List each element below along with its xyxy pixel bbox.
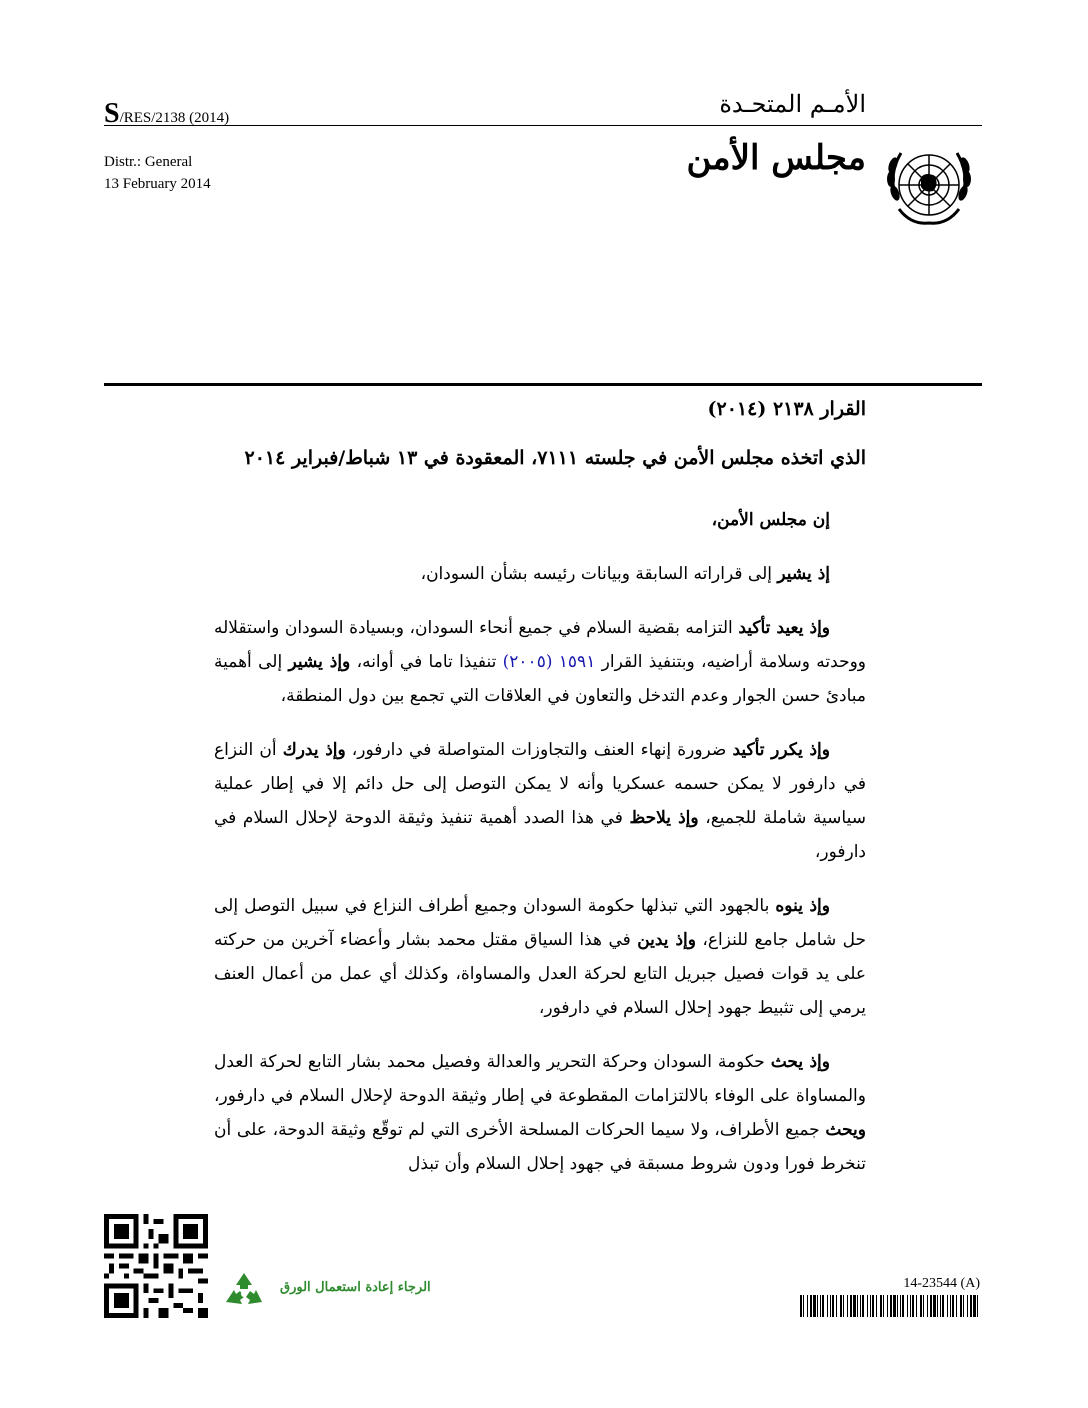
resolution-subtitle: الذي اتخذه مجلس الأمن في جلسته ٧١١١، المعقودة في ١٣ شباط/فبراير ٢٠١٤	[244, 447, 866, 469]
document-date: 13 February 2014	[104, 176, 211, 192]
symbol-prefix: S	[104, 98, 120, 129]
paragraph-6	[214, 1045, 866, 1181]
resolution-title: القرار ٢١٣٨ (٢٠١٤)	[707, 398, 866, 420]
keyword: وإذ يكرر تأكيد	[732, 740, 830, 760]
paragraph-1	[214, 503, 866, 537]
keyword: وإذ يشير	[288, 652, 351, 672]
paragraph-4	[214, 733, 866, 869]
paragraph-text: في هذا الصدد أهمية تنفيذ وثيقة الدوحة لإحلال السلام في دارفور،	[214, 808, 866, 862]
recycle-notice: الرجاء إعادة استعمال الورق	[280, 1280, 431, 1295]
paragraph-2	[214, 557, 866, 591]
resolution-reference-link[interactable]: ١٥٩١ (٢٠٠٥)	[502, 652, 596, 672]
keyword: إذ يشير	[777, 564, 830, 584]
keyword: وإذ يعيد تأكيد	[738, 618, 831, 638]
section-rule	[104, 383, 982, 386]
paragraph-text: تنفيذا تاما في أوانه،	[350, 652, 503, 672]
paragraph-text: التزامه بقضية السلام في جميع أنحاء السودان، وبسيادة السودان واستقلاله ووحدته وسلامة أراضيه، وبتنفيذ القرار	[214, 618, 866, 672]
council-name: مجلس الأمن	[686, 138, 866, 178]
qr-code-icon	[104, 1214, 208, 1318]
un-emblem-icon	[877, 135, 981, 239]
symbol-rest: /RES/2138 (2014)	[119, 110, 230, 126]
resolution-body	[214, 503, 866, 1201]
keyword: ويحث	[825, 1120, 866, 1140]
keyword: وإذ يدين	[637, 930, 696, 950]
paragraph-3	[214, 611, 866, 713]
organization-name: الأمـم المتحـدة	[719, 90, 866, 118]
paragraph-text: بالجهود التي تبذلها حكومة السودان وجميع أطراف النزاع في سبيل التوصل إلى حل شامل جامع للنزاع،	[214, 896, 867, 950]
paragraph-text: ضرورة إنهاء العنف والتجاوزات المتواصلة في دارفور،	[345, 740, 733, 760]
distribution: Distr.: General	[104, 154, 193, 170]
header-rule	[104, 125, 982, 126]
paragraph-1-text: إن مجلس الأمن،	[711, 510, 830, 530]
keyword: وإذ ينوه	[775, 896, 830, 916]
paragraph-text: جميع الأطراف، ولا سيما الحركات المسلحة الأخرى التي لم توقّع وثيقة الدوحة، على أن تنخرط فورا ودون شروط مسبقة في جهود إحلال السلام وأن تبذل	[214, 1120, 866, 1174]
keyword: وإذ يلاحظ	[629, 808, 699, 828]
paragraph-text: أن النزاع في دارفور لا يمكن حسمه عسكريا وأنه لا يمكن التوصل إلى حل دائم إلا في إطار عملية سياسية شاملة للجميع،	[214, 740, 866, 828]
paragraph-text: إلى قراراته السابقة وبيانات رئيسه بشأن السودان،	[420, 564, 778, 584]
paragraph-text: في هذا السياق مقتل محمد بشار وأعضاء آخرين من حركته على يد قوات فصيل جبريل التابع لحركة العدل والمساواة، وكذلك أي عمل من أعمال العنف يرمي إلى تثبيط جهود إحلال السلام في دارفور،	[214, 930, 866, 1018]
recycle-icon	[222, 1270, 266, 1314]
paragraph-text: حكومة السودان وحركة التحرير والعدالة وفصيل محمد بشار التابع لحركة العدل والمساواة على الوفاء بالالتزامات المقطوعة في إطار وثيقة الدوحة لإحلال السلام في دارفور،	[214, 1052, 866, 1106]
keyword: وإذ يحث	[770, 1052, 830, 1072]
distribution-block	[104, 151, 211, 195]
document-number: 14-23544 (A)	[903, 1276, 980, 1291]
barcode-icon	[800, 1295, 982, 1317]
paragraph-5	[214, 889, 866, 1025]
keyword: وإذ يدرك	[282, 740, 346, 760]
paragraph-text: إلى أهمية مبادئ حسن الجوار وعدم التدخل والتعاون في العلاقات التي تجمع بين دول المنطقة،	[214, 652, 866, 706]
